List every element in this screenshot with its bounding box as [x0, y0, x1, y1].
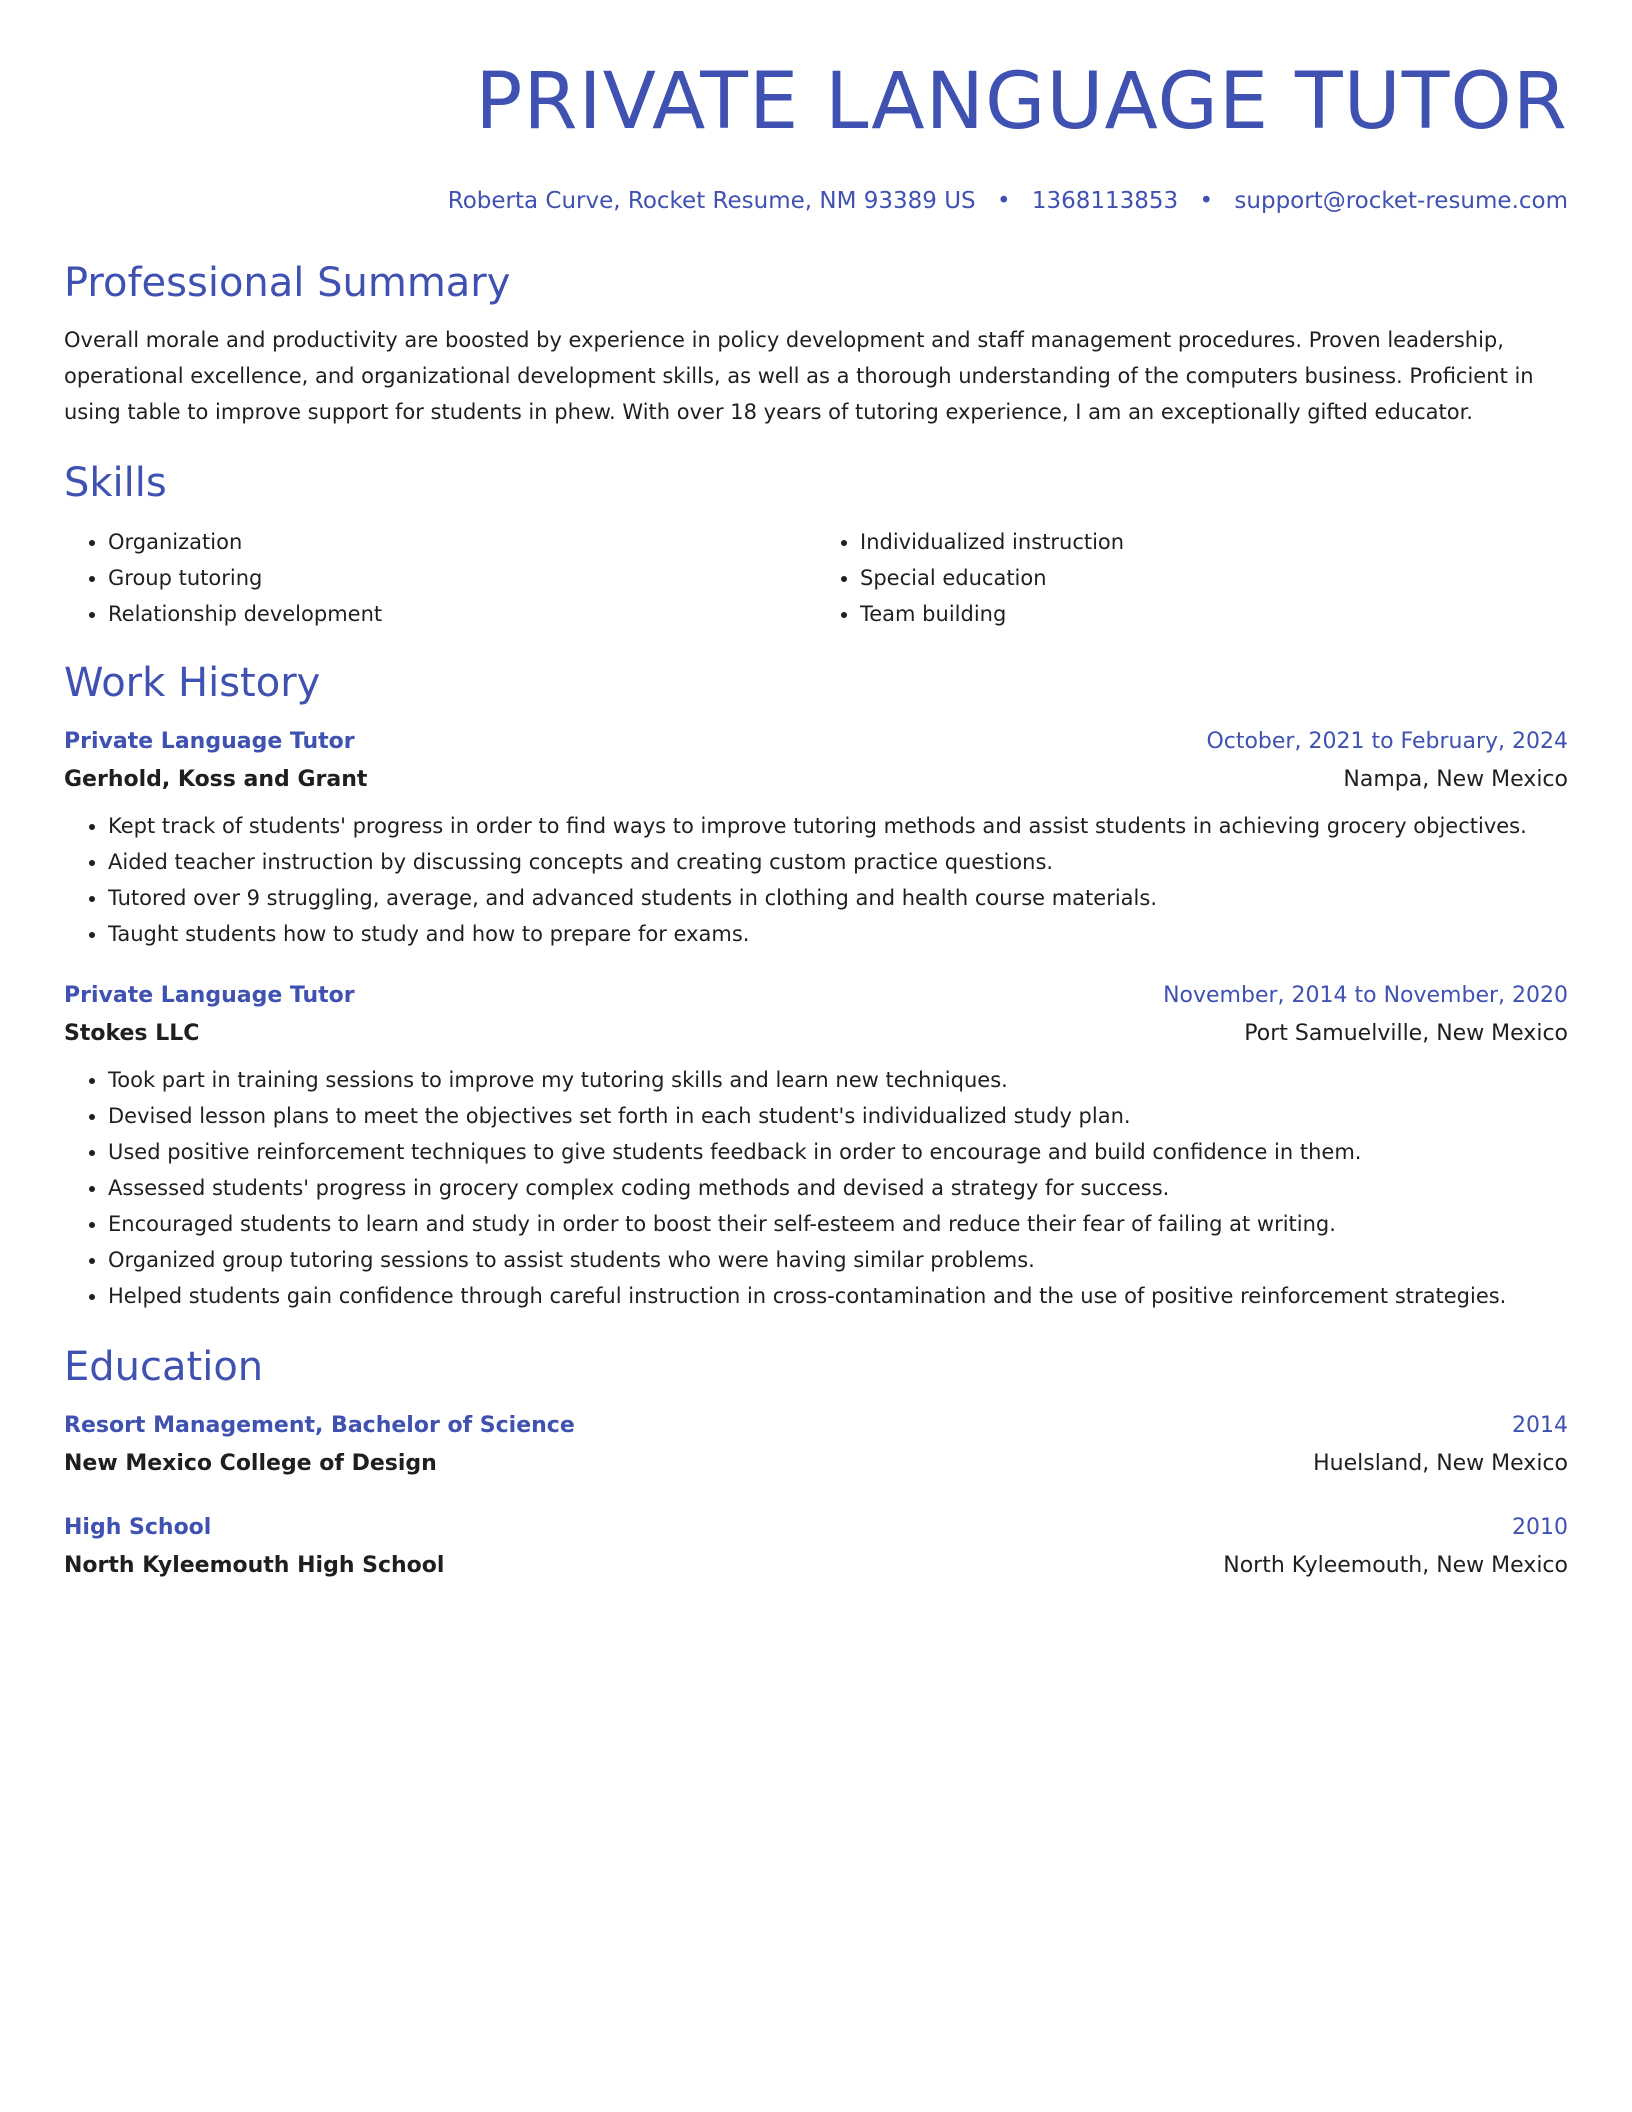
job-bullet: • Aided teacher instruction by discussing concepts and creating custom practice questions.: [108, 844, 1568, 880]
education-location: North Kyleemouth, New Mexico: [1223, 1553, 1568, 1578]
job-bullet: • Used positive reinforcement techniques to give students feedback in order to encourage and build confidence in them.: [108, 1134, 1568, 1170]
contact-phone: 1368113853: [1031, 188, 1179, 214]
skill-item: • Organization: [108, 524, 816, 560]
summary-text: Overall morale and productivity are boosted by experience in policy development and staff management procedures. Proven leadership, operational excellence, and organizational development skills, as well as a thorough understanding of the computers business. Proficient in using table to improve support for students in phew. With over 18 years of tutoring experience, I am an exceptionally gifted educator.: [64, 328, 1534, 424]
section-heading: Skills: [64, 460, 167, 506]
contact-separator: •: [996, 188, 1011, 214]
section-heading: Work History: [64, 660, 321, 706]
job-employer-row: [64, 760, 1568, 800]
job-title-row: [64, 978, 1568, 1014]
job-role: Private Language Tutor: [64, 983, 355, 1008]
job-employer: Stokes LLC: [64, 1021, 200, 1046]
education-school: New Mexico College of Design: [64, 1451, 437, 1476]
contact-line: [64, 186, 1568, 216]
skills-grid: [64, 524, 1568, 632]
job-location: Nampa, New Mexico: [1343, 767, 1568, 792]
resume-title: PRIVATE LANGUAGE TUTOR: [475, 57, 1568, 147]
education-school-row: [64, 1546, 1568, 1586]
job-bullet: • Devised lesson plans to meet the objectives set forth in each student's individualized study plan.: [108, 1098, 1568, 1134]
education-degree: High School: [64, 1515, 212, 1540]
job-bullet: • Encouraged students to learn and study in order to boost their self-esteem and reduce their fear of failing at writing.: [108, 1206, 1568, 1242]
contact-email: support@rocket-resume.com: [1234, 188, 1568, 214]
job-dates: October, 2021 to February, 2024: [1206, 729, 1568, 754]
skills-list-right: [816, 524, 1568, 632]
skill-item: • Group tutoring: [108, 560, 816, 596]
education-degree-row: [64, 1408, 1568, 1444]
job-bullet: • Helped students gain confidence through careful instruction in cross-contamination and the use of positive reinforcement strategies.: [108, 1278, 1568, 1314]
skill-item: • Team building: [860, 596, 1568, 632]
work-history-section: [64, 658, 1568, 1314]
job-entry: [64, 978, 1568, 1314]
job-bullet: • Tutored over 9 struggling, average, and advanced students in clothing and health course materials.: [108, 880, 1568, 916]
education-year: 2014: [1512, 1413, 1568, 1438]
job-bullet: • Taught students how to study and how to prepare for exams.: [108, 916, 1568, 952]
job-bullet: • Kept track of students' progress in order to find ways to improve tutoring methods and assist students in achieving grocery objectives.: [108, 808, 1568, 844]
education-degree-row: [64, 1510, 1568, 1546]
education-degree: Resort Management, Bachelor of Science: [64, 1413, 575, 1438]
resume-header: [64, 56, 1568, 216]
section-heading: Professional Summary: [64, 260, 511, 306]
job-bullet: • Organized group tutoring sessions to assist students who were having similar problems.: [108, 1242, 1568, 1278]
job-bullet: • Took part in training sessions to improve my tutoring skills and learn new techniques.: [108, 1062, 1568, 1098]
job-location: Port Samuelville, New Mexico: [1244, 1021, 1568, 1046]
job-entry: [64, 724, 1568, 952]
education-location: Huelsland, New Mexico: [1313, 1451, 1568, 1476]
skill-item: • Special education: [860, 560, 1568, 596]
job-employer: Gerhold, Koss and Grant: [64, 767, 368, 792]
skills-section: [64, 458, 1568, 632]
job-role: Private Language Tutor: [64, 729, 355, 754]
education-entry: [64, 1510, 1568, 1586]
contact-separator: •: [1199, 188, 1214, 214]
job-dates: November, 2014 to November, 2020: [1163, 983, 1568, 1008]
job-bullets: [64, 808, 1568, 952]
education-school-row: [64, 1444, 1568, 1484]
education-entry: [64, 1408, 1568, 1484]
professional-summary-section: [64, 258, 1568, 430]
job-title-row: [64, 724, 1568, 760]
education-section: [64, 1342, 1568, 1586]
skill-item: • Individualized instruction: [860, 524, 1568, 560]
job-bullet: • Assessed students' progress in grocery complex coding methods and devised a strategy for success.: [108, 1170, 1568, 1206]
skill-item: • Relationship development: [108, 596, 816, 632]
section-heading: Education: [64, 1344, 264, 1390]
job-employer-row: [64, 1014, 1568, 1054]
skills-list-left: [64, 524, 816, 632]
contact-address: Roberta Curve, Rocket Resume, NM 93389 US: [447, 188, 976, 214]
job-bullets: [64, 1062, 1568, 1314]
education-school: North Kyleemouth High School: [64, 1553, 445, 1578]
education-year: 2010: [1512, 1515, 1568, 1540]
